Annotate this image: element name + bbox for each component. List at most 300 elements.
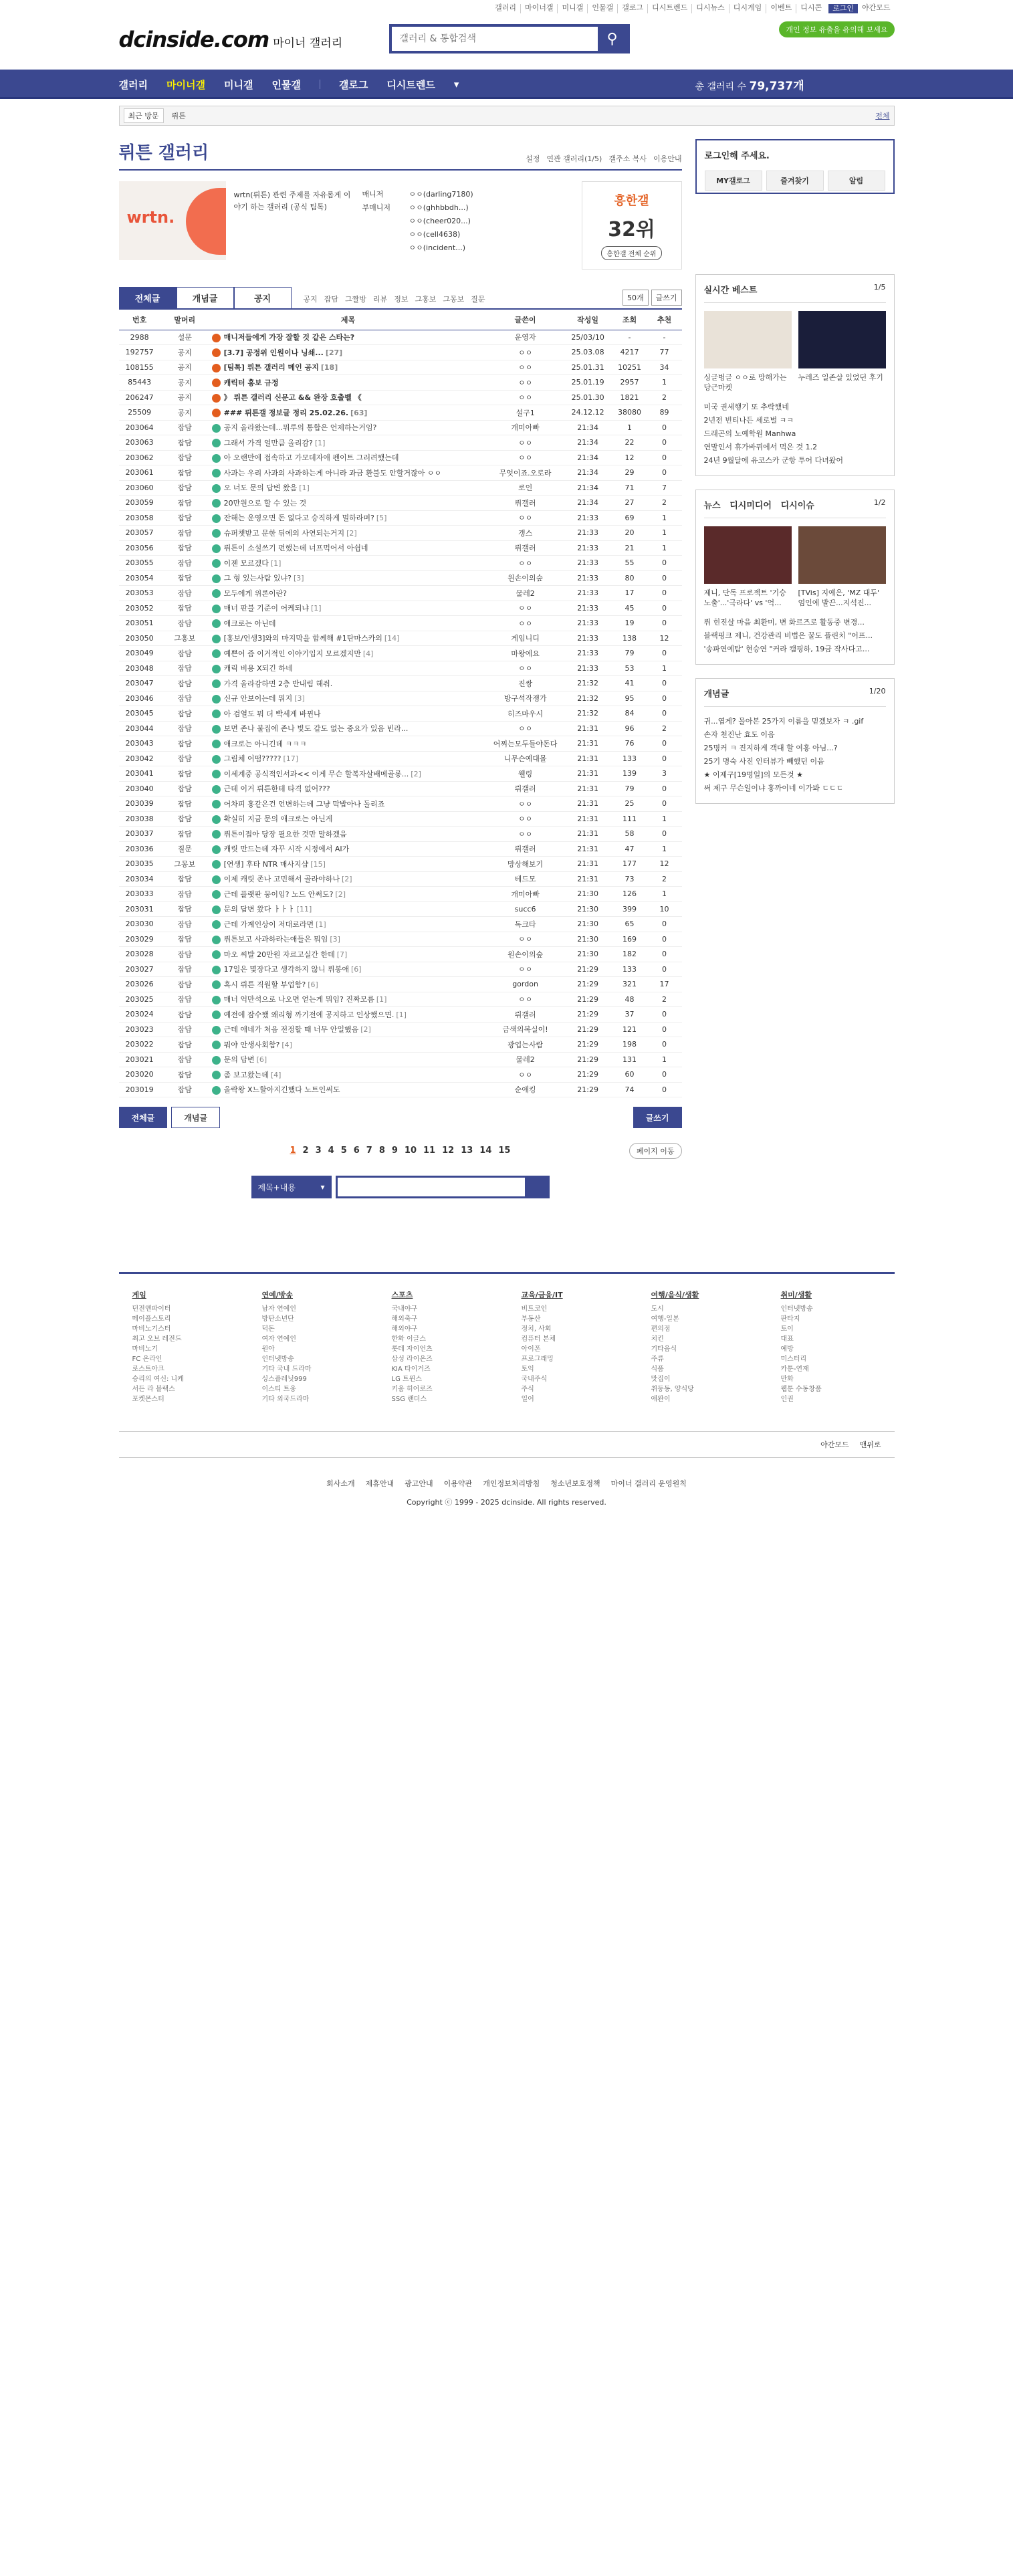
tab-notice[interactable]: 공지: [234, 287, 292, 308]
table-row[interactable]: [119, 827, 682, 842]
post-writer[interactable]: ㅇㅇ: [487, 435, 563, 451]
footer-link[interactable]: 포켓몬스터: [132, 1396, 164, 1403]
footer-link[interactable]: 남자 연예인: [261, 1305, 296, 1313]
news-link[interactable]: 블랙핑크 제니, 건강관리 비법은 꿀도 플린치 "어프...: [703, 631, 873, 640]
post-title[interactable]: 매너 판블 기준이 어케되냐: [223, 604, 309, 613]
concept-link[interactable]: 손자 천진난 효도 이음: [703, 730, 775, 739]
footer-link[interactable]: 인터넷방송: [261, 1356, 294, 1363]
post-title[interactable]: 아 오랜만에 접속하고 가모데자애 펜이트 그러려했는데: [223, 453, 399, 463]
top-link[interactable]: 미니갤: [557, 4, 587, 13]
footer-link[interactable]: 컴퓨터 본체: [521, 1335, 556, 1343]
post-writer[interactable]: 웰링: [487, 766, 563, 782]
post-title[interactable]: 캐릭 비용 X되긴 하네: [223, 664, 293, 673]
table-row[interactable]: [119, 601, 682, 616]
footer-link[interactable]: 키움 히어로즈: [391, 1386, 433, 1393]
post-writer[interactable]: 원손이의숲: [487, 947, 563, 962]
post-title[interactable]: 이제 캐릿 존나 고민해서 골라야하나: [223, 875, 340, 884]
post-writer[interactable]: 독크타: [487, 917, 563, 932]
footer-bottom-link[interactable]: 이용약관: [443, 1479, 473, 1488]
search-icon[interactable]: ⚲: [598, 27, 627, 51]
concept-link[interactable]: 귀...엽게? 몰아본 25가지 이름을 믿겠보자 ㅋ .gif: [703, 717, 864, 726]
tab-all[interactable]: 전체글: [119, 287, 177, 308]
recent-visit-toggle[interactable]: 최근 방문: [124, 108, 164, 123]
post-title[interactable]: 잔해는 운영오면 돈 없다고 승직하게 멀하라며?: [223, 514, 374, 523]
page-link[interactable]: 6: [353, 1146, 360, 1156]
comment-count[interactable]: [3]: [294, 694, 305, 704]
footer-link[interactable]: 부동산: [521, 1315, 541, 1323]
footer-link[interactable]: 웹툰 수동창품: [780, 1386, 822, 1393]
post-writer[interactable]: gordon: [487, 977, 563, 992]
subject-head-item[interactable]: 질문: [471, 295, 485, 304]
table-row[interactable]: [119, 962, 682, 977]
post-writer[interactable]: 어찌는모두들야돈다: [487, 736, 563, 752]
footer-link[interactable]: 애완이: [651, 1396, 671, 1403]
footer-link[interactable]: 비트코인: [521, 1305, 548, 1313]
footer-link[interactable]: 승리의 여신: 니케: [132, 1376, 184, 1383]
footer-link[interactable]: 일어: [521, 1396, 534, 1403]
footer-column-title[interactable]: 교육/금융/IT: [521, 1291, 563, 1299]
top-link[interactable]: 디시뉴스: [691, 4, 729, 13]
footer-link[interactable]: 아이폰: [521, 1346, 541, 1353]
comment-count[interactable]: [27]: [325, 348, 343, 357]
page-link[interactable]: 9: [391, 1146, 398, 1156]
post-writer[interactable]: 뤼갤러: [487, 1007, 563, 1023]
top-link[interactable]: 디시트렌드: [647, 4, 691, 13]
post-title[interactable]: 캐릭터 홍보 규정: [223, 378, 279, 387]
post-title[interactable]: 혹시 뤼튼 직원할 부업함?: [223, 980, 306, 989]
table-row[interactable]: [119, 796, 682, 812]
my-gallog-button[interactable]: MY갤로그: [705, 171, 762, 191]
comment-count[interactable]: [4]: [362, 649, 374, 658]
table-row[interactable]: [119, 450, 682, 465]
footer-link[interactable]: 기타음식: [651, 1346, 677, 1353]
footer-link[interactable]: 마비노기스터: [132, 1325, 171, 1333]
top-link[interactable]: 마이너갤: [520, 4, 558, 13]
comment-count[interactable]: [5]: [376, 514, 387, 523]
post-title[interactable]: 17일은 몇장다고 생각하지 않니 뤼봉애: [223, 965, 349, 974]
footer-bottom-link[interactable]: 광고안내: [405, 1479, 433, 1488]
table-row[interactable]: [119, 526, 682, 541]
tab-dcissue[interactable]: 디시이슈: [780, 501, 814, 511]
nav-item[interactable]: 디시트렌드: [386, 78, 435, 91]
comment-count[interactable]: [2]: [342, 875, 352, 884]
page-link[interactable]: 2: [302, 1146, 309, 1156]
comment-count[interactable]: [4]: [282, 1040, 292, 1049]
footer-column-title[interactable]: 스포츠: [391, 1291, 413, 1299]
post-title[interactable]: 뤼튼이접아 당장 필요한 것만 말하겠음: [223, 829, 347, 839]
table-row[interactable]: [119, 706, 682, 722]
news-item[interactable]: [TVis] 지예은, 'MZ 대두' 엄인에 발끈...지석진...: [798, 526, 886, 608]
table-row[interactable]: [119, 917, 682, 932]
footer-link[interactable]: 던전앤파이터: [132, 1305, 171, 1313]
table-row[interactable]: [119, 676, 682, 691]
footer-link[interactable]: 덕돈: [261, 1325, 275, 1333]
footer-link[interactable]: LG 트윈스: [391, 1376, 422, 1383]
post-title[interactable]: 아 검열도 뭐 더 빡세게 바뀐나: [223, 709, 321, 718]
footer-link[interactable]: 인권: [780, 1396, 794, 1403]
footer-link[interactable]: 인터넷방송: [780, 1305, 813, 1313]
table-row[interactable]: [119, 631, 682, 646]
table-row[interactable]: [119, 435, 682, 451]
footer-link[interactable]: 이스티 트웅: [261, 1386, 296, 1393]
post-writer[interactable]: ㅇㅇ: [487, 510, 563, 526]
recent-all-link[interactable]: 전체: [875, 112, 890, 120]
comment-count[interactable]: [1]: [396, 1010, 407, 1019]
table-row[interactable]: [119, 1052, 682, 1067]
comment-count[interactable]: [1]: [316, 920, 326, 929]
footer-link[interactable]: 한화 이글스: [391, 1335, 426, 1343]
footer-bottom-link[interactable]: 마이너 갤러리 운영원칙: [610, 1479, 687, 1488]
subject-head-item[interactable]: 그홍보: [415, 295, 437, 304]
footer-link[interactable]: 국내주식: [521, 1376, 548, 1383]
login-button[interactable]: 로그인: [828, 4, 858, 13]
post-title[interactable]: [연생] 후타 NTR 매사지샵: [223, 859, 309, 869]
nav-item[interactable]: 미니갤: [223, 78, 253, 91]
table-row[interactable]: [119, 932, 682, 947]
post-writer[interactable]: 테드모: [487, 871, 563, 887]
post-title[interactable]: 보면 존나 불집에 존나 빛도 같도 없는 중요가 있음 빈라...: [223, 724, 409, 734]
gallery-title[interactable]: 뤼튼 갤러리: [118, 143, 209, 163]
footer-link[interactable]: 원아: [261, 1346, 275, 1353]
post-writer[interactable]: 운영자: [487, 330, 563, 345]
concept-posts-button[interactable]: 개념글: [171, 1107, 220, 1128]
table-row[interactable]: [119, 1067, 682, 1083]
table-row[interactable]: [119, 857, 682, 872]
post-writer[interactable]: 개미아빠: [487, 420, 563, 435]
post-title[interactable]: 근데 플랫판 뭉이임? 노드 안써도?: [223, 889, 334, 899]
comment-count[interactable]: [17]: [283, 754, 299, 764]
concept-link[interactable]: 써 제구 무슨일이냐 홍까이네 이가봐 ㄷㄷㄷ: [703, 784, 844, 792]
table-row[interactable]: [119, 480, 682, 496]
post-title[interactable]: 근데 애네가 처음 전정할 때 너무 안일했음: [223, 1025, 359, 1035]
concept-link[interactable]: 25명커 ㅋ 진지하게 객대 할 여홍 아님...?: [703, 744, 838, 752]
submanager-name[interactable]: ㅇㅇ(incident...): [409, 243, 465, 252]
nav-item[interactable]: 갤로그: [338, 78, 368, 91]
post-title[interactable]: 오 너도 문의 답변 왔음: [223, 484, 298, 493]
post-writer[interactable]: ㅇㅇ: [487, 796, 563, 812]
post-title[interactable]: 예쁜어 즘 이거적인 이야기입지 모르겠지만: [223, 649, 361, 658]
post-title[interactable]: 그 형 있는사람 있냐?: [223, 574, 292, 583]
footer-link[interactable]: 맛집이: [651, 1376, 671, 1383]
post-title[interactable]: 문의 답변 왔다 ㅏㅏㅏ: [223, 905, 295, 914]
gallery-option[interactable]: 이용안내: [653, 154, 682, 163]
footer-bottom-link[interactable]: 제휴안내: [365, 1479, 395, 1488]
table-row[interactable]: [119, 887, 682, 902]
table-row[interactable]: [119, 405, 682, 421]
concept-link[interactable]: 25기 명숙 사진 인터뷰가 빼했던 이음: [703, 757, 824, 766]
page-link[interactable]: 13: [461, 1146, 473, 1156]
tab-dcmedia[interactable]: 디시미디어: [729, 501, 772, 511]
page-link[interactable]: 8: [378, 1146, 385, 1156]
page-link[interactable]: 10: [404, 1146, 417, 1156]
footer-link[interactable]: 판타지: [780, 1315, 800, 1323]
table-row[interactable]: [119, 751, 682, 766]
news-item[interactable]: 제니, 단독 프로젝트 '기승 노출'...'극라다' vs '억...: [704, 526, 792, 608]
post-writer[interactable]: ㅇㅇ: [487, 661, 563, 676]
table-row[interactable]: [119, 947, 682, 962]
post-writer[interactable]: 물레2: [487, 586, 563, 601]
post-title[interactable]: 가격 올라감하면 2층 반내림 해줘.: [223, 679, 333, 688]
table-row[interactable]: [119, 540, 682, 556]
footer-column-title[interactable]: 연예/방송: [261, 1291, 294, 1299]
post-title[interactable]: 이젠 모르겠다: [223, 558, 269, 568]
recent-item[interactable]: 뤼튼: [171, 112, 186, 120]
post-writer[interactable]: 순애킹: [487, 1082, 563, 1097]
footer-link[interactable]: 주류: [651, 1356, 664, 1363]
post-title[interactable]: 매니저들에게 가장 잘할 것 같은 스타는?: [223, 333, 355, 342]
comment-count[interactable]: [1]: [376, 995, 387, 1004]
tab-concept[interactable]: 개념글: [177, 287, 234, 308]
top-link[interactable]: 이벤트: [766, 4, 796, 13]
table-row[interactable]: [119, 691, 682, 706]
post-title[interactable]: 예전에 잠수했 왜리형 까기전에 공지하고 인상했으면.: [223, 1010, 395, 1019]
nav-item[interactable]: 갤러리: [118, 78, 148, 91]
subject-head-item[interactable]: 그짤방: [345, 295, 366, 304]
post-title[interactable]: 이세계중 공식적인서과<< 이게 무슨 할복자살배메골롱...: [223, 769, 409, 778]
post-title[interactable]: [팀톡] 뤼튼 갤러리 메인 공지: [223, 363, 319, 372]
post-writer[interactable]: succ6: [487, 901, 563, 917]
manager-name[interactable]: ㅇㅇ(darling7180): [409, 190, 473, 199]
table-row[interactable]: [119, 420, 682, 435]
comment-count[interactable]: [3]: [293, 574, 304, 583]
post-writer[interactable]: 히즈마우시: [487, 706, 563, 722]
post-title[interactable]: 》 뤼튼 갤러리 신문고 && 완장 호출벨 《: [223, 393, 362, 403]
footer-link[interactable]: 마비노기: [132, 1346, 158, 1353]
comment-count[interactable]: [63]: [350, 408, 368, 417]
table-row[interactable]: [119, 616, 682, 631]
footer-link[interactable]: 대표: [780, 1335, 794, 1343]
footer-link[interactable]: 도시: [651, 1305, 664, 1313]
post-title[interactable]: 뤼튼보고 사과하라는애들은 뭐임: [223, 935, 328, 944]
footer-link[interactable]: 카툰-연재: [780, 1366, 809, 1373]
post-writer[interactable]: 물레2: [487, 1052, 563, 1067]
favorites-button[interactable]: 즐겨찾기: [766, 171, 824, 191]
footer-link[interactable]: 프로그래밍: [521, 1356, 554, 1363]
post-writer[interactable]: 무엇이죠.오로라: [487, 465, 563, 481]
post-title[interactable]: 캐릿 만드는데 자꾸 시작 시정에서 AI가: [223, 845, 350, 854]
live-best-link[interactable]: 24년 9월달에 유코스카 군항 투어 다녀왔어: [703, 456, 843, 465]
footer-link[interactable]: 기타 외국드라마: [261, 1396, 310, 1403]
comment-count[interactable]: [14]: [384, 634, 400, 643]
post-writer[interactable]: 개미아빠: [487, 887, 563, 902]
post-title[interactable]: 공지 올라왔는데...뭐루의 통합은 언제하는거임?: [223, 423, 377, 433]
page-link[interactable]: 3: [315, 1146, 322, 1156]
to-top-link[interactable]: 맨위로: [859, 1440, 881, 1449]
alarm-button[interactable]: 알림: [828, 171, 885, 191]
post-title[interactable]: 신규 안보이는데 뭐지: [223, 694, 293, 704]
post-writer[interactable]: 금색의복실이!: [487, 1022, 563, 1037]
post-writer[interactable]: 망상해보기: [487, 857, 563, 872]
footer-bottom-link[interactable]: 회사소개: [326, 1479, 355, 1488]
post-title[interactable]: 사과는 우리 사과의 사과하는게 아니라 과금 환불도 안할거잖아 ㅇㅇ: [223, 468, 442, 477]
table-row[interactable]: [119, 811, 682, 827]
footer-link[interactable]: 기타 국내 드라마: [261, 1366, 312, 1373]
comment-count[interactable]: [4]: [270, 1070, 282, 1079]
table-row[interactable]: [119, 510, 682, 526]
post-writer[interactable]: 진쌍: [487, 676, 563, 691]
post-writer[interactable]: 방구석작쟁가: [487, 691, 563, 706]
footer-link[interactable]: 미스터리: [780, 1356, 807, 1363]
search-input[interactable]: [392, 27, 598, 51]
page-link[interactable]: 4: [328, 1146, 334, 1156]
comment-count[interactable]: [2]: [346, 528, 357, 538]
page-link[interactable]: 1: [290, 1146, 296, 1156]
footer-link[interactable]: 삼성 라이온즈: [391, 1356, 433, 1363]
table-row[interactable]: [119, 556, 682, 571]
live-best-link[interactable]: 2년전 빈티나든 세로벌 ㅋㅋ: [703, 416, 794, 425]
post-writer[interactable]: 원손이의숲: [487, 570, 563, 586]
post-title[interactable]: 문의 답변: [223, 1055, 255, 1065]
comment-count[interactable]: [2]: [335, 889, 346, 899]
submanager-name[interactable]: ㅇㅇ(cheer020...): [409, 217, 471, 225]
comment-count[interactable]: [11]: [296, 905, 312, 914]
post-title[interactable]: 근데 가계인상이 저대로라면: [223, 920, 314, 929]
news-link[interactable]: 뤼 힌진살 마음 최환미, 변 화르즈로 활동중 변경...: [703, 618, 865, 627]
post-writer[interactable]: ㅇㅇ: [487, 601, 563, 616]
table-row[interactable]: [119, 496, 682, 511]
table-row[interactable]: [119, 330, 682, 345]
table-row[interactable]: [119, 390, 682, 405]
page-link[interactable]: 7: [366, 1146, 372, 1156]
post-writer[interactable]: ㅇㅇ: [487, 556, 563, 571]
post-writer[interactable]: ㅇㅇ: [487, 992, 563, 1007]
post-writer[interactable]: 뤼갤러: [487, 841, 563, 857]
search-type-select[interactable]: 제목+내용 ▾: [251, 1176, 332, 1198]
live-best-link[interactable]: 드래곤의 노예학원 Manhwa: [703, 429, 796, 438]
footer-column-title[interactable]: 취미/생활: [780, 1291, 812, 1299]
post-writer[interactable]: ㅇㅇ: [487, 345, 563, 360]
subject-head-item[interactable]: 리뷰: [372, 295, 388, 304]
post-title[interactable]: ### 뤼튼갤 정보글 정리 25.02.26.: [223, 408, 349, 417]
write-button[interactable]: 글쓰기: [633, 1107, 682, 1128]
comment-count[interactable]: [2]: [360, 1025, 371, 1035]
footer-link[interactable]: 롯데 자이언츠: [391, 1346, 433, 1353]
footer-link[interactable]: 편의점: [651, 1325, 671, 1333]
post-writer[interactable]: 뤼갤러: [487, 540, 563, 556]
table-row[interactable]: [119, 901, 682, 917]
list-count-select[interactable]: 50개: [623, 290, 649, 306]
comment-count[interactable]: [3]: [330, 935, 340, 944]
post-writer[interactable]: 게임니디: [487, 631, 563, 646]
footer-link[interactable]: KIA 타이거즈: [391, 1366, 431, 1373]
news-link[interactable]: '송파연예탐' 현승연 "커라 캠핑하, 19금 작사다고...: [703, 645, 870, 653]
table-row[interactable]: [119, 586, 682, 601]
footer-link[interactable]: FC 온라인: [132, 1356, 162, 1363]
page-link[interactable]: 5: [340, 1146, 347, 1156]
table-row[interactable]: [119, 375, 682, 391]
post-title[interactable]: [3.7] 공정위 인원이나 닝쇄...: [223, 348, 324, 357]
search-icon[interactable]: [525, 1178, 548, 1196]
table-row[interactable]: [119, 977, 682, 992]
table-row[interactable]: [119, 1082, 682, 1097]
submanager-name[interactable]: ㅇㅇ(cell4638): [409, 230, 461, 239]
post-title[interactable]: 애크로는 아니긴데 ㅋㅋㅋ: [223, 739, 307, 748]
comment-count[interactable]: [2]: [411, 769, 421, 778]
page-link[interactable]: 11: [423, 1146, 436, 1156]
tab-news[interactable]: 뉴스: [703, 501, 721, 511]
comment-count[interactable]: [6]: [350, 965, 362, 974]
footer-bottom-link[interactable]: 청소년보호정책: [550, 1479, 600, 1488]
footer-link[interactable]: 예방: [780, 1346, 794, 1353]
post-title[interactable]: 좀 보고왔는데: [223, 1070, 269, 1079]
comment-count[interactable]: [1]: [314, 438, 326, 447]
table-row[interactable]: [119, 1037, 682, 1053]
table-row[interactable]: [119, 570, 682, 586]
post-title[interactable]: 그래서 가격 얼만큼 올리감?: [223, 438, 313, 447]
footer-link[interactable]: 토익: [521, 1366, 534, 1373]
table-row[interactable]: [119, 345, 682, 360]
footer-link[interactable]: 만화: [780, 1376, 794, 1383]
table-row[interactable]: [119, 1007, 682, 1023]
live-best-item[interactable]: 누레즈 일존살 있었던 후기: [798, 311, 886, 393]
footer-link[interactable]: 주식: [521, 1386, 534, 1393]
write-button-top[interactable]: 글쓰기: [651, 290, 682, 306]
post-writer[interactable]: 뤼갤러: [487, 496, 563, 511]
post-writer[interactable]: 뤼갤러: [487, 781, 563, 796]
table-row[interactable]: [119, 465, 682, 481]
footer-column-title[interactable]: 게임: [132, 1291, 146, 1299]
footer-link[interactable]: 로스트아크: [132, 1366, 164, 1373]
night-mode-link[interactable]: 야간모드: [820, 1440, 849, 1449]
table-row[interactable]: [119, 360, 682, 375]
subject-head-item[interactable]: 정보: [394, 295, 409, 304]
table-row[interactable]: [119, 661, 682, 676]
post-title[interactable]: 뭐야 안생사회함?: [223, 1040, 280, 1049]
post-writer[interactable]: ㅇㅇ: [487, 721, 563, 736]
post-writer[interactable]: 광업는사람: [487, 1037, 563, 1053]
submanager-name[interactable]: ㅇㅇ(ghhbbdh...): [409, 203, 469, 212]
post-title[interactable]: 근데 이거 뤼튼한테 타격 없어???: [223, 784, 330, 794]
page-link[interactable]: 12: [442, 1146, 455, 1156]
table-row[interactable]: [119, 721, 682, 736]
post-title[interactable]: 애크로는 아닌데: [223, 619, 276, 628]
post-title[interactable]: 슈퍼챗받고 문한 뒤에의 사연되는거지: [223, 528, 345, 538]
site-logo[interactable]: dcinside.com 마이너 갤러리: [118, 27, 343, 52]
top-link[interactable]: 디시콘: [796, 4, 826, 13]
post-writer[interactable]: 로인: [487, 480, 563, 496]
post-writer[interactable]: ㅇㅇ: [487, 450, 563, 465]
post-title[interactable]: 확실히 지금 문의 애크로는 아닌게: [223, 815, 333, 824]
footer-link[interactable]: 최고 오브 레전드: [132, 1335, 182, 1343]
promo-badge[interactable]: 개인 정보 유출을 유의해 보세요: [779, 21, 894, 37]
table-row[interactable]: [119, 1022, 682, 1037]
nav-more-icon[interactable]: ▾: [453, 78, 459, 90]
table-row[interactable]: [119, 871, 682, 887]
top-link[interactable]: 디시게임: [729, 4, 766, 13]
live-best-link[interactable]: 미국 권세행기 또 추락했네: [703, 403, 789, 411]
footer-link[interactable]: 국내야구: [391, 1305, 418, 1313]
post-writer[interactable]: ㅇㅇ: [487, 962, 563, 977]
comment-count[interactable]: [18]: [320, 363, 338, 372]
post-writer[interactable]: 니무슨예대몰: [487, 751, 563, 766]
gallery-option[interactable]: 설정: [526, 154, 540, 163]
footer-link[interactable]: 해외야구: [391, 1325, 418, 1333]
subject-head-item[interactable]: 공지: [303, 295, 318, 304]
post-title[interactable]: 뤼튼이 소설쓰기 펀했는데 너프먹어서 아쉽네: [223, 544, 368, 553]
footer-bottom-link[interactable]: 개인정보처리방침: [483, 1479, 540, 1488]
footer-link[interactable]: 취둥동, 양식당: [651, 1386, 694, 1393]
table-row[interactable]: [119, 766, 682, 782]
comment-count[interactable]: [15]: [310, 859, 326, 869]
page-link[interactable]: 15: [498, 1146, 511, 1156]
post-writer[interactable]: ㅇㅇ: [487, 827, 563, 842]
table-row[interactable]: [119, 736, 682, 752]
footer-link[interactable]: 해외축구: [391, 1315, 418, 1323]
post-writer[interactable]: ㅇㅇ: [487, 360, 563, 375]
night-mode-toggle[interactable]: 야간모드: [861, 3, 891, 12]
rank-all-button[interactable]: 흥한갤 전체 순위: [601, 246, 663, 260]
table-row[interactable]: [119, 646, 682, 661]
